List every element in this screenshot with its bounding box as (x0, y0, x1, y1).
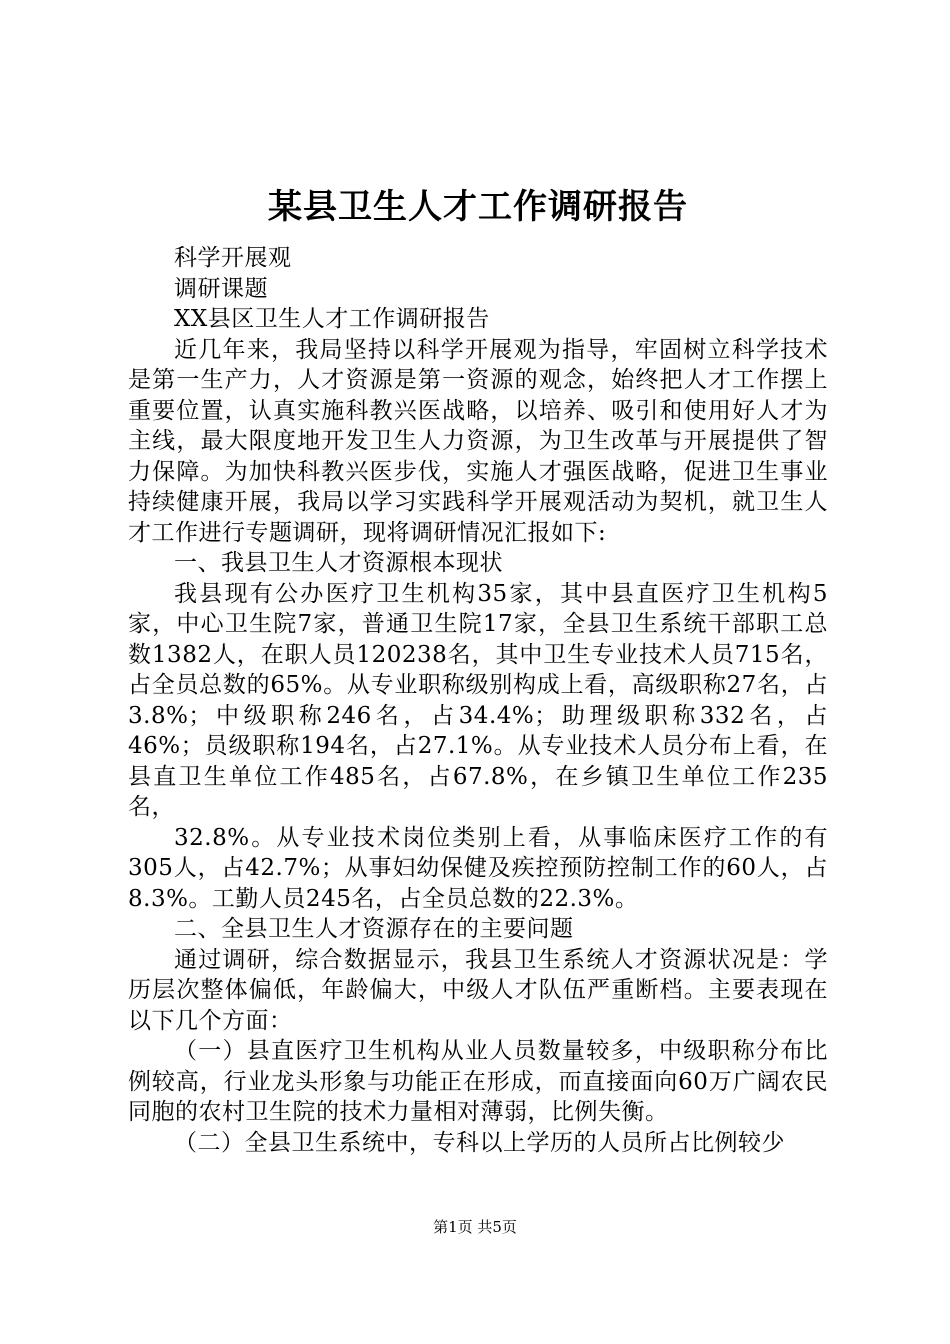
document-page (128, 183, 828, 1158)
paragraph: 我县现有公办医疗卫生机构35家，其中县直医疗卫生机构5家，中心卫生院7家，普通卫生院17家，全县卫生系统干部职工总数1382人，在职人员120238名，其中卫生专业技术人员715名，占全员总数的65%。从专业职称级别构成上看，高级职称27名，占3.8%；中级职称246名，占34.4%；助理级职称332名，占46%；员级职称194名，占27.1%。从专业技术人员分布上看，在县直卫生单位工作485名，占67.8%，在乡镇卫生单位工作235名， (128, 580, 828, 820)
document-title: 某县卫生人才工作调研报告 (268, 187, 688, 227)
paragraph: XX县区卫生人才工作调研报告 (174, 306, 490, 332)
paragraph: （二）全县卫生系统中，专科以上学历的人员所占比例较少 (174, 1129, 785, 1156)
section-heading: 二、全县卫生人才资源存在的主要问题 (174, 916, 574, 942)
paragraph: 调研课题 (174, 275, 268, 302)
paragraph: 通过调研，综合数据显示，我县卫生系统人才资源状况是：学历层次整体偏低，年龄偏大，中级人才队伍严重断档。主要表现在以下几个方面： (128, 946, 828, 1034)
page-footer: 第1页 共5页 (433, 1218, 517, 1236)
paragraph: （一）县直医疗卫生机构从业人员数量较多，中级职称分布比例较高，行业龙头形象与功能正在形成，而直接面向60万广阔农民同胞的农村卫生院的技术力量相对薄弱，比例失衡。 (128, 1038, 828, 1125)
paragraph: 科学开展观 (174, 245, 292, 271)
paragraph: 近几年来，我局坚持以科学开展观为指导，牢固树立科学技术是第一生产力，人才资源是第一资源的观念，始终把人才工作摆上重要位置，认真实施科教兴医战略，以培养、吸引和使用好人才为主线，最大限度地开发卫生人力资源，为卫生改革与开展提供了智力保障。为加快科教兴医步伐，实施人才强医战略，促进卫生事业持续健康开展，我局以学习实践科学开展观活动为契机，就卫生人才工作进行专题调研，现将调研情况汇报如下: (128, 336, 828, 546)
paragraph: 32.8%。从专业技术岗位类别上看，从事临床医疗工作的有305人，占42.7%；从事妇幼保健及疾控预防控制工作的60人，占8.3%。工勤人员245名，占全员总数的22.3%。 (128, 824, 828, 912)
section-heading: 一、我县卫生人才资源根本现状 (174, 550, 503, 576)
